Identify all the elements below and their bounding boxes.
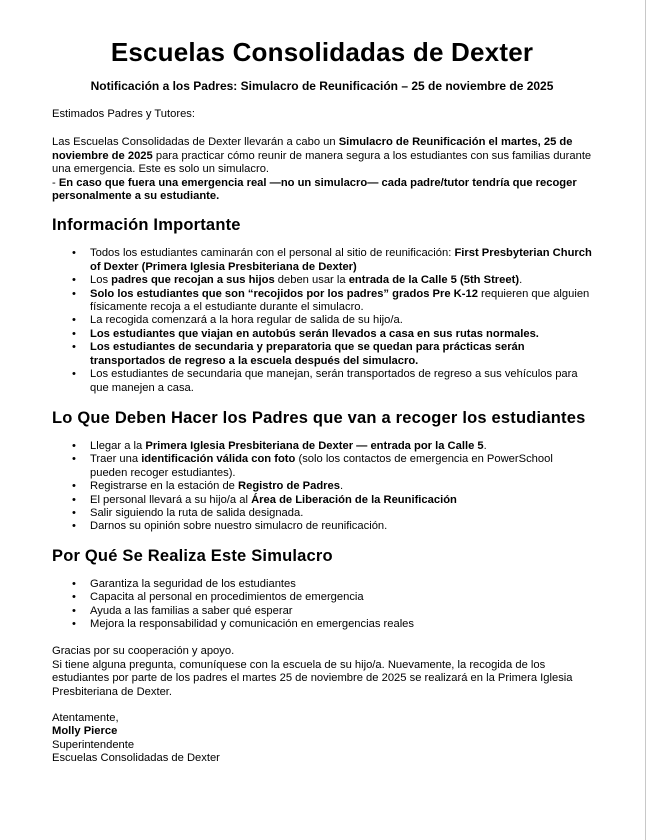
why-list — [52, 578, 592, 632]
letter-body — [52, 36, 592, 766]
list-item: • Los estudiantes de secundaria y preparatoria que se quedan para prácticas serán transportados de regreso a la escuela después del simulacro. — [52, 341, 592, 368]
info-list — [52, 247, 592, 394]
list-item: • Traer una identificación válida con foto (solo los contactos de emergencia en PowerSchool pueden recoger estudiantes). — [52, 453, 592, 480]
greeting: Estimados Padres y Tutores: — [52, 108, 196, 120]
list-item: • Los estudiantes que viajan en autobús serán llevados a casa en sus rutas normales. — [52, 328, 592, 341]
list-item: • La recogida comenzará a la hora regular de salida de su hijo/a. — [52, 314, 592, 327]
closing-paragraph: Gracias por su cooperación y apoyo. Si tiene alguna pregunta, comuníquese con la escuela de su hijo/a. Nuevamente, la recogida de los estudiantes por parte de los padres el martes 25 de noviembre de 2025 se realizará en la Primera Iglesia Presbiteriana de Dexter. — [52, 645, 573, 698]
section-heading-why: Por Qué Se Realiza Este Simulacro — [52, 546, 333, 565]
list-item: • Garantiza la seguridad de los estudiantes — [52, 578, 592, 591]
list-item: • Registrarse en la estación de Registro de Padres. — [52, 480, 592, 493]
page-title: Escuelas Consolidadas de Dexter — [110, 37, 534, 67]
list-item: • Llegar a la Primera Iglesia Presbiteriana de Dexter — entrada por la Calle 5. — [52, 440, 592, 453]
list-item: • Los estudiantes de secundaria que manejan, serán transportados de regreso a sus vehículos para que manejen a casa. — [52, 368, 592, 395]
list-item: • Todos los estudiantes caminarán con el personal al sitio de reunificación: First Presbyterian Church of Dexter (Primera Iglesia Presbiteriana de Dexter) — [52, 247, 592, 274]
page-subtitle: Notificación a los Padres: Simulacro de Reunificación – 25 de noviembre de 2025 — [90, 79, 554, 93]
list-item: • Darnos su opinión sobre nuestro simulacro de reunificación. — [52, 520, 592, 533]
section-heading-what: Lo Que Deben Hacer los Padres que van a recoger los estudiantes — [52, 408, 586, 427]
section-heading-info: Información Importante — [52, 216, 241, 235]
intro-paragraph: Las Escuelas Consolidadas de Dexter llevarán a cabo un Simulacro de Reunificación el martes, 25 de noviembre de 2025 para practicar cómo reunir de manera segura a los estudiantes con sus familias durante una emergencia. Este es solo un simulacro. - En caso que fuera una emergencia real —no un simulacro— cada padre/tutor tendría que recoger personalmente a su estudiante. — [52, 136, 592, 203]
what-list — [52, 440, 592, 534]
list-item: • Salir siguiendo la ruta de salida designada. — [52, 507, 592, 520]
list-item: • Capacita al personal en procedimientos de emergencia — [52, 591, 592, 604]
list-item: • El personal llevará a su hijo/a al Área de Liberación de la Reunificación — [52, 494, 592, 507]
list-item: • Mejora la responsabilidad y comunicación en emergencias reales — [52, 618, 592, 631]
page-edge — [646, 0, 652, 840]
list-item: • Los padres que recojan a sus hijos deben usar la entrada de la Calle 5 (5th Street). — [52, 274, 592, 287]
list-item: • Solo los estudiantes que son “recojidos por los padres” grados Pre K-12 requieren que alguien físicamente recoja a el estudiante durante el simulacro. — [52, 288, 592, 315]
signer-name: Molly Pierce — [52, 725, 118, 738]
signature-block: Atentamente, Molly Pierce Superintendente Escuelas Consolidadas de Dexter — [52, 712, 220, 765]
list-item: • Ayuda a las familias a saber qué esperar — [52, 605, 592, 618]
